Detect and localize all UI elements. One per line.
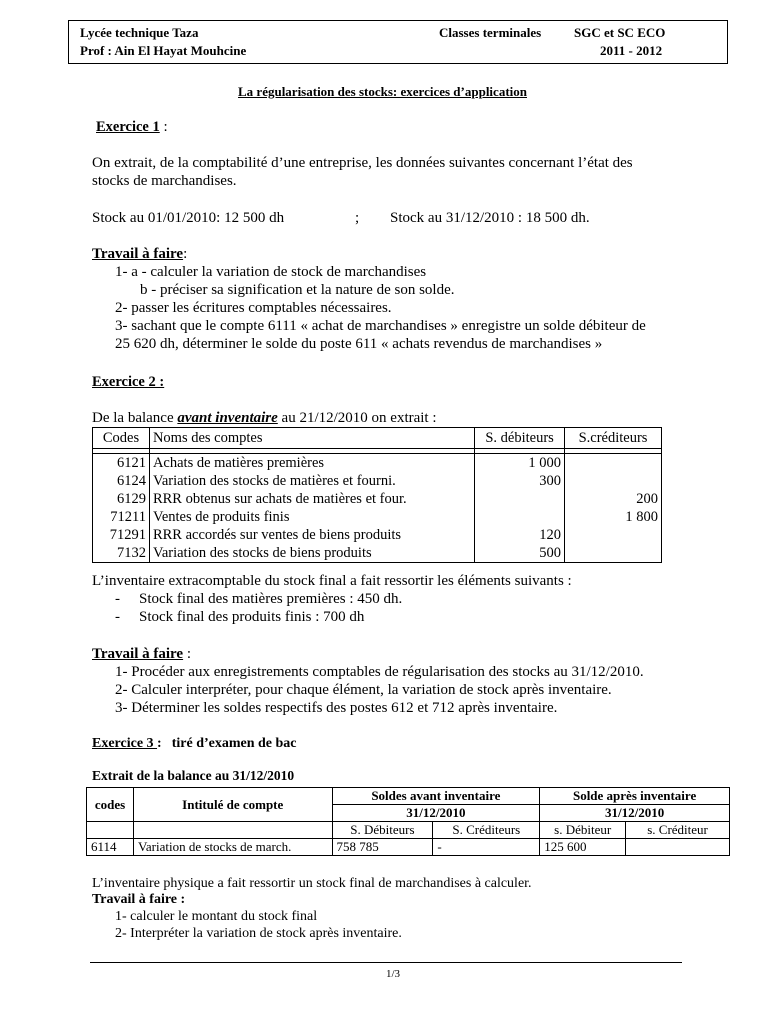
ex1-stock-end: Stock au 31/12/2010 : 18 500 dh. xyxy=(390,210,590,226)
row-before-debit: 758 785 xyxy=(332,839,433,856)
table-row xyxy=(93,508,662,526)
ex1-intro-line2: stocks de marchandises. xyxy=(92,173,237,189)
col-debit: S. débiteurs xyxy=(475,428,565,449)
ex2-item-2: 2- Calculer interpréter, pour chaque élément, la variation de stock après inventaire. xyxy=(115,682,612,698)
table-row xyxy=(93,454,662,473)
row-credit: 1 800 xyxy=(565,508,662,526)
row-code: 6114 xyxy=(87,839,134,856)
school-name: Lycée technique Taza xyxy=(80,25,199,40)
row-credit xyxy=(565,544,662,563)
ex1-item-3-cont: 25 620 dh, déterminer le solde du poste 611 « achats revendus de marchandises » xyxy=(115,336,603,352)
exercise3-heading: Exercice 3 xyxy=(92,736,158,751)
table-row xyxy=(93,490,662,508)
ex1-item-2: 2- passer les écritures comptables nécessaires. xyxy=(115,300,392,316)
ex2-item-1: 1- Procéder aux enregistrements comptables de régularisation des stocks au 31/12/2010. xyxy=(115,664,644,680)
exercise1-heading-suffix: : xyxy=(159,119,168,135)
row-code: 7132 xyxy=(93,544,150,563)
col-codes: codes xyxy=(87,788,134,822)
ex1-work-wrap xyxy=(92,246,187,263)
row-code: 71211 xyxy=(93,508,150,526)
row-name: RRR obtenus sur achats de matières et four. xyxy=(149,490,474,508)
row-after-debit: 125 600 xyxy=(540,839,626,856)
table-row xyxy=(87,839,730,856)
ex3-balance-table xyxy=(86,787,730,856)
ex1-work-label: Travail à faire xyxy=(92,246,184,262)
row-code: 6121 xyxy=(93,454,150,473)
sub-after-debit: s. Débiteur xyxy=(540,822,626,839)
ex3-work-label: Travail à faire : xyxy=(92,892,186,907)
row-debit: 120 xyxy=(475,526,565,544)
exercise1-heading-wrap xyxy=(96,119,168,136)
group-after-inventory xyxy=(540,788,730,805)
ex2-intro-em: avant inventaire xyxy=(177,410,278,426)
row-debit: 300 xyxy=(475,472,565,490)
sub-before-credit: S. Créditeurs xyxy=(433,822,540,839)
ex2-work-wrap xyxy=(92,646,191,663)
sub-after-credit: s. Créditeur xyxy=(626,822,730,839)
group-before-inventory xyxy=(332,788,540,805)
row-debit xyxy=(475,490,565,508)
ex2-work-colon: : xyxy=(183,646,192,662)
ex2-bullet-2-text: Stock final des produits finis : 700 dh xyxy=(139,609,365,625)
row-code: 71291 xyxy=(93,526,150,544)
classes-label: Classes terminales xyxy=(439,25,542,40)
row-name: Variation des stocks de matières et fourni. xyxy=(149,472,474,490)
school-year: 2011 - 2012 xyxy=(600,43,663,58)
table-header-row xyxy=(93,428,662,449)
col-account-label: Intitulé de compte xyxy=(133,788,332,822)
footer-divider xyxy=(90,962,682,963)
row-code: 6129 xyxy=(93,490,150,508)
ex2-item-3: 3- Déterminer les soldes respectifs des postes 612 et 712 après inventaire. xyxy=(115,700,558,716)
exercise1-heading: Exercice 1 xyxy=(96,119,160,135)
ex2-intro-pre: De la balance xyxy=(92,410,178,426)
ex3-item-1: 1- calculer le montant du stock final xyxy=(115,909,318,924)
table-row xyxy=(93,526,662,544)
ex2-intro-post: au 21/12/2010 on extrait : xyxy=(277,410,437,426)
ex2-balance-table xyxy=(92,427,662,563)
row-credit xyxy=(565,454,662,473)
row-name: Ventes de produits finis xyxy=(149,508,474,526)
ex1-stock-start: Stock au 01/01/2010: 12 500 dh xyxy=(92,210,285,226)
group-before-line1: Soldes avant inventaire xyxy=(371,788,501,803)
row-credit xyxy=(565,526,662,544)
ex2-bullet-2: - Stock final des produits finis : 700 dh xyxy=(115,609,365,625)
row-before-credit: - xyxy=(433,839,540,856)
row-label: Variation de stocks de march. xyxy=(133,839,332,856)
row-name: Variation des stocks de biens produits xyxy=(149,544,474,563)
exercise3-heading-note: tiré d’examen de bac xyxy=(171,736,297,751)
ex1-item-1b: b - préciser sa signification et la nature de son solde. xyxy=(140,282,455,298)
ex2-inventory-intro: L’inventaire extracomptable du stock final a fait ressortir les éléments suivants : xyxy=(92,573,572,589)
row-name: RRR accordés sur ventes de biens produits xyxy=(149,526,474,544)
teacher-name: Prof : Ain El Hayat Mouhcine xyxy=(80,43,247,58)
document-title: La régularisation des stocks: exercices d’application xyxy=(238,84,527,99)
ex1-intro-line1: On extrait, de la comptabilité d’une entreprise, les données suivantes concernant l’état des xyxy=(92,155,633,171)
page-number: 1/3 xyxy=(386,968,401,980)
ex1-item-1a: 1- a - calculer la variation de stock de marchandises xyxy=(115,264,427,280)
row-credit: 200 xyxy=(565,490,662,508)
ex3-extract-title: Extrait de la balance au 31/12/2010 xyxy=(92,768,295,783)
col-codes: Codes xyxy=(93,428,150,449)
group-after-line1: Solde après inventaire xyxy=(572,788,697,803)
row-debit: 500 xyxy=(475,544,565,563)
col-credit: S.créditeurs xyxy=(565,428,662,449)
row-debit: 1 000 xyxy=(475,454,565,473)
row-credit xyxy=(565,472,662,490)
ex2-bullet-1: - Stock final des matières premières : 450 dh. xyxy=(115,591,403,607)
sub-before-debit: S. Débiteurs xyxy=(332,822,433,839)
ex2-intro xyxy=(92,410,437,427)
ex1-work-colon: : xyxy=(183,246,188,262)
ex3-inventory: L’inventaire physique a fait ressortir un stock final de marchandises à calculer. xyxy=(92,876,532,891)
exercise3-heading-colon: : xyxy=(157,736,162,751)
table-row xyxy=(93,544,662,563)
ex3-item-2: 2- Interpréter la variation de stock après inventaire. xyxy=(115,926,402,941)
group-before-date: 31/12/2010 xyxy=(332,805,540,822)
row-after-credit xyxy=(626,839,730,856)
col-account-names: Noms des comptes xyxy=(149,428,474,449)
ex1-item-3: 3- sachant que le compte 6111 « achat de marchandises » enregistre un solde débiteur de xyxy=(115,318,646,334)
exercise2-heading: Exercice 2 : xyxy=(92,374,165,390)
group-after-date: 31/12/2010 xyxy=(540,805,730,822)
ex1-separator: ; xyxy=(355,210,360,226)
row-code: 6124 xyxy=(93,472,150,490)
exercise3-heading-wrap xyxy=(92,736,297,752)
ex2-bullet-1-text: Stock final des matières premières : 450 dh. xyxy=(139,591,403,607)
ex2-work-label: Travail à faire xyxy=(92,646,184,662)
row-name: Achats de matières premières xyxy=(149,454,474,473)
row-debit xyxy=(475,508,565,526)
sections-label: SGC et SC ECO xyxy=(574,25,666,40)
table-row xyxy=(93,472,662,490)
